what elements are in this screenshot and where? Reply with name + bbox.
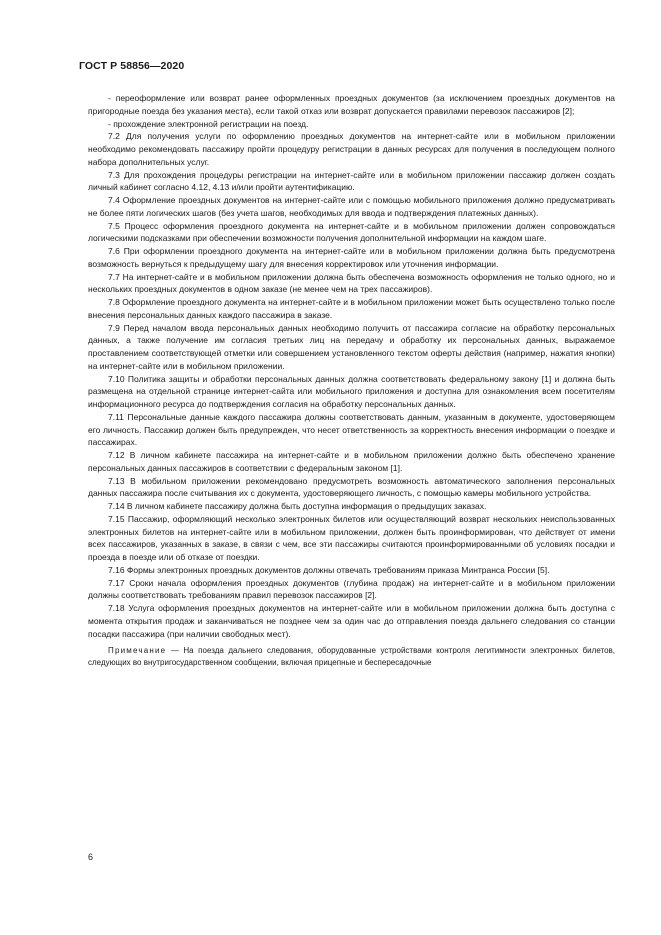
paragraph: 7.4 Оформление проездных документов на интернет-сайте или с помощью мобильного приложения должно предусматривать не более пяти логических шагов (без учета шагов, необходимых для ввода и подтверждения платежных данных). xyxy=(88,195,615,218)
paragraph: 7.10 Политика защиты и обработки персональных данных должна соответствовать федеральному закону [1] и должна быть размещена на отдельной странице интернет-сайта или мобильного приложения и доступна для ознакомления всем посетителям информационного ресурса до подтверждения согласия на обработку персональных данных. xyxy=(88,373,615,409)
paragraph: 7.12 В личном кабинете пассажира на интернет-сайте и в мобильном приложении должно быть обеспечено хранение персональных данных пассажиров в соответствии с федеральным законом [1]. xyxy=(88,450,615,473)
document-header: ГОСТ Р 58856—2020 xyxy=(79,60,185,72)
paragraph: 7.2 Для получения услуги по оформлению проездных документов на интернет-сайте или в мобильном приложении необходимо рекомендовать пассажиру пройти процедуру регистрации в данных ресурсах для получения в последующем полного набора дополнительных услуг. xyxy=(88,131,615,167)
note-text: — На поезда дальнего следования, оборудованные устройствами контроля легитимности электронных билетов, следующих во внутригосударственном сообщении, включая прицепные и беспересадочные xyxy=(88,646,615,668)
paragraph: 7.13 В мобильном приложении рекомендовано предусмотреть возможность автоматического заполнения персональных данных пассажира после считывания их с документа, удостоверяющего личность, с помощью камеры мобильного устройства. xyxy=(88,475,615,499)
paragraph: 7.9 Перед началом ввода персональных данных необходимо получить от пассажира согласие на обработку персональных данных, а также получение им согласия третьих лиц на передачу и обработку их персональных данных, выражаемое проставлением соответствующей отметки или совершением установленного текстом оферты действия (например, нажатия кнопки) на интернет-сайте или в мобильном приложении. xyxy=(88,322,615,371)
paragraph: 7.5 Процесс оформления проездного документа на интернет-сайте и в мобильном приложении должен сопровождаться логическими подсказками при обеспечении возможности получения дополнительной информации на каждом шаге. xyxy=(88,220,615,244)
paragraph: 7.14 В личном кабинете пассажиру должна быть доступна информация о предыдущих заказах. xyxy=(108,501,487,511)
document-body xyxy=(88,92,615,669)
paragraph: 7.7 На интернет-сайте и в мобильном приложении должна быть обеспечена возможность оформления не только одного, но и нескольких проездных документов в одном заказе (не менее чем на трех пассажиров). xyxy=(88,271,615,295)
paragraph: - переоформление или возврат ранее оформленных проездных документов (за исключением проездных документов на пригородные поезда без указания места), если такой отказ или возврат допускается правилами перевозок пассажиров [2]; xyxy=(88,93,615,116)
paragraph: 7.17 Сроки начала оформления проездных документов (глубина продаж) на интернет-сайте и в мобильном приложении должны соответствовать требованиям правил перевозок пассажиров [2]. xyxy=(88,577,615,601)
paragraph: 7.8 Оформление проездного документа на интернет-сайте и в мобильном приложении может быть осуществлено только после внесения персональных данных каждого пассажира в заказе. xyxy=(88,297,615,320)
paragraph: 7.6 При оформлении проездного документа на интернет-сайте или в мобильном приложении должна быть предусмотрена возможность вернуться к предыдущему шагу для внесения корректировок или уточнения информации. xyxy=(88,246,615,269)
page-number: 6 xyxy=(88,852,94,862)
paragraph: 7.16 Формы электронных проездных документов должны отвечать требованиям приказа Минтранса России [5]. xyxy=(108,564,550,575)
paragraph: 7.11 Персональные данные каждого пассажира должны соответствовать данным, указанным в документе, удостоверяющем его личность. Пассажир должен быть предупрежден, что несет ответственность за корректность внесения информации о поездке и пассажирах. xyxy=(88,411,615,448)
paragraph: 7.18 Услуга оформления проездных документов на интернет-сайте или в мобильном приложении должна быть доступна с момента открытия продаж и заканчиваться не позднее чем за один час до отправления поезда дальнего следования со станции посадки пассажира (при наличии свободных мест). xyxy=(88,603,615,639)
paragraph: 7.15 Пассажир, оформляющий несколько электронных билетов или осуществляющий возврат нескольких неиспользованных электронных билетов на интернет-сайте или в мобильном приложении, должен быть проинформирован, что действует от имени всех пассажиров, указанных в заказе, в связи с чем, все эти пассажиры считаются проинформированными об условиях посадки и проезда в поезде или об отказе от поездки. xyxy=(88,513,615,562)
note-label: Примечание xyxy=(108,646,167,656)
paragraph: 7.3 Для прохождения процедуры регистрации на интернет-сайте или в мобильном приложении пассажир должен создать личный кабинет согласно 4.12, 4.13 и/или пройти аутентификацию. xyxy=(88,169,615,193)
paragraph: - прохождение электронной регистрации на поезд. xyxy=(108,118,309,129)
note xyxy=(88,645,615,669)
